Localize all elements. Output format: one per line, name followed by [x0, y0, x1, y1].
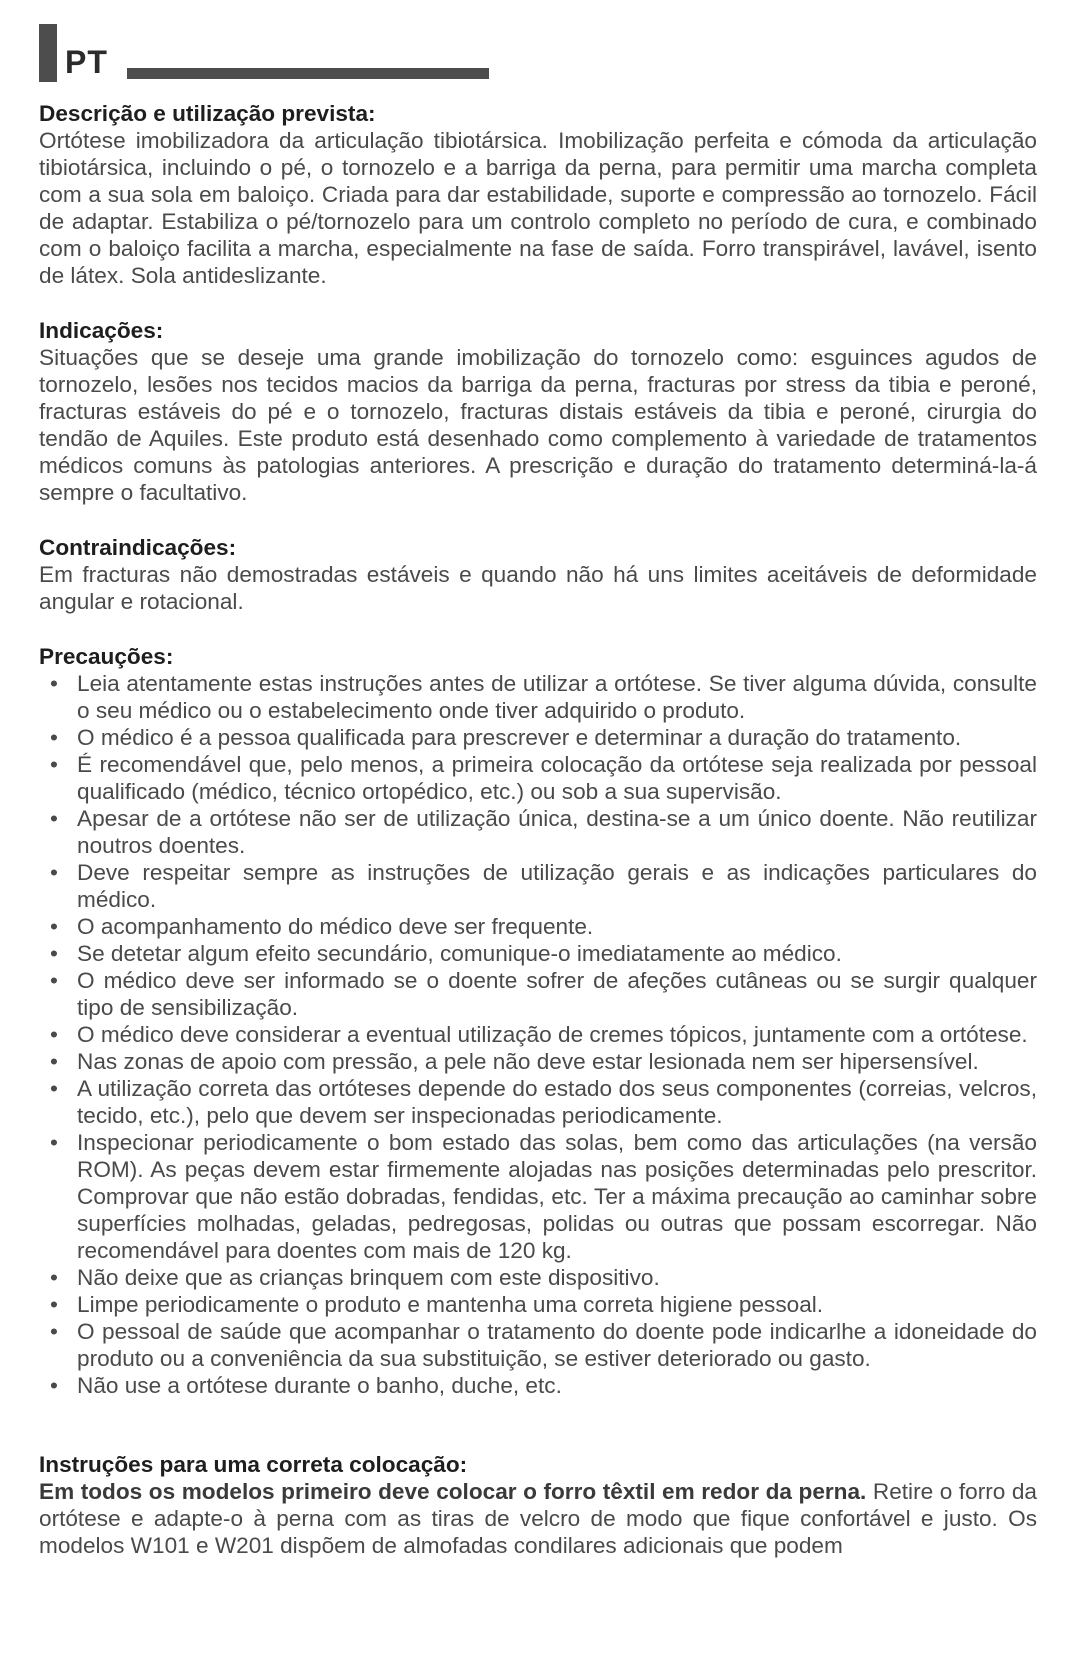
precautions-section — [39, 643, 1037, 1399]
description-section — [39, 100, 1037, 289]
fitting-body: Retire o forro da ortótese e adapte-o à perna com as tiras de velcro de modo que fique confortável e justo. Os modelos W101 e W201 dispõem de almofadas condilares adicionais que podem — [39, 1479, 1037, 1558]
list-item: • O acompanhamento do médico deve ser frequente. — [77, 913, 1037, 940]
contraindications-section — [39, 534, 1037, 615]
list-item: • Se detetar algum efeito secundário, comunique-o imediatamente ao médico. — [77, 940, 1037, 967]
document-body — [39, 100, 1037, 1587]
fitting-lead: Em todos os modelos primeiro deve colocar o forro têxtil em redor da perna. — [39, 1479, 867, 1504]
list-item: • Limpe periodicamente o produto e mantenha uma correta higiene pessoal. — [77, 1291, 1037, 1318]
section-spacer — [39, 1427, 1037, 1451]
precautions-list — [39, 670, 1037, 1399]
list-item: • Apesar de a ortótese não ser de utilização única, destina-se a um único doente. Não reutilizar noutros doentes. — [77, 805, 1037, 859]
indications-text: Situações que se deseje uma grande imobilização do tornozelo como: esguinces agudos de tornozelo, lesões nos tecidos macios da barriga da perna, fracturas por stress da tibia e peroné, fracturas estáveis do pé e o tornozelo, fracturas distais estáveis da tibia e peroné, cirurgia do tendão de Aquiles. Este produto está desenhado como complemento à variedade de tratamentos médicos comuns às patologias anteriores. A prescrição e duração do tratamento determiná-la-á sempre o facultativo. — [39, 345, 1037, 505]
fitting-text — [39, 1478, 1037, 1559]
list-item: • É recomendável que, pelo menos, a primeira colocação da ortótese seja realizada por pessoal qualificado (médico, técnico ortopédico, etc.) ou sob a sua supervisão. — [77, 751, 1037, 805]
list-item: • O médico deve ser informado se o doente sofrer de afeções cutâneas ou se surgir qualquer tipo de sensibilização. — [77, 967, 1037, 1021]
list-item: • Não deixe que as crianças brinquem com este dispositivo. — [77, 1264, 1037, 1291]
list-item: • O pessoal de saúde que acompanhar o tratamento do doente pode indicarlhe a idoneidade do produto ou a conveniência da sua substituição, se estiver deteriorado ou gasto. — [77, 1318, 1037, 1372]
fitting-title: Instruções para uma correta colocação: — [39, 1452, 468, 1477]
precautions-title: Precauções: — [39, 644, 174, 669]
list-item: • Deve respeitar sempre as instruções de utilização gerais e as indicações particulares do médico. — [77, 859, 1037, 913]
description-title: Descrição e utilização prevista: — [39, 101, 376, 126]
list-item: • O médico é a pessoa qualificada para prescrever e determinar a duração do tratamento. — [77, 724, 1037, 751]
list-item: • Inspecionar periodicamente o bom estado das solas, bem como das articulações (na versão ROM). As peças devem estar firmemente alojadas nas posições determinadas pelo prescritor. Comprovar que não estão dobradas, fendidas, etc. Ter a máxima precaução ao caminhar sobre superfícies molhadas, geladas, pedregosas, polidas ou outras que possam escorregar. Não recomendável para doentes com mais de 120 kg. — [77, 1129, 1037, 1264]
language-code: PT — [65, 44, 108, 80]
list-item: • O médico deve considerar a eventual utilização de cremes tópicos, juntamente com a ortótese. — [77, 1021, 1037, 1048]
indications-section — [39, 317, 1037, 506]
fitting-section — [39, 1451, 1037, 1559]
list-item: • A utilização correta das ortóteses depende do estado dos seus componentes (correias, velcros, tecido, etc.), pelo que devem ser inspecionadas periodicamente. — [77, 1075, 1037, 1129]
header-rule — [127, 68, 489, 79]
section-header — [39, 24, 489, 82]
contraindications-text: Em fracturas não demostradas estáveis e quando não há uns limites aceitáveis de deformidade angular e rotacional. — [39, 562, 1037, 614]
list-item: • Nas zonas de apoio com pressão, a pele não deve estar lesionada nem ser hipersensível. — [77, 1048, 1037, 1075]
list-item: • Não use a ortótese durante o banho, duche, etc. — [77, 1372, 1037, 1399]
contraindications-title: Contraindicações: — [39, 535, 237, 560]
indications-title: Indicações: — [39, 318, 164, 343]
language-marker-bar — [39, 24, 57, 82]
list-item: • Leia atentamente estas instruções antes de utilizar a ortótese. Se tiver alguma dúvida, consulte o seu médico ou o estabelecimento onde tiver adquirido o produto. — [77, 670, 1037, 724]
description-text: Ortótese imobilizadora da articulação tibiotársica. Imobilização perfeita e cómoda da articulação tibiotársica, incluindo o pé, o tornozelo e a barriga da perna, para permitir uma marcha completa com a sua sola em baloiço. Criada para dar estabilidade, suporte e compressão ao tornozelo. Fácil de adaptar. Estabiliza o pé/tornozelo para um controlo completo no período de cura, e combinado com o baloiço facilita a marcha, especialmente na fase de saída. Forro transpirável, lavável, isento de látex. Sola antideslizante. — [39, 128, 1037, 288]
